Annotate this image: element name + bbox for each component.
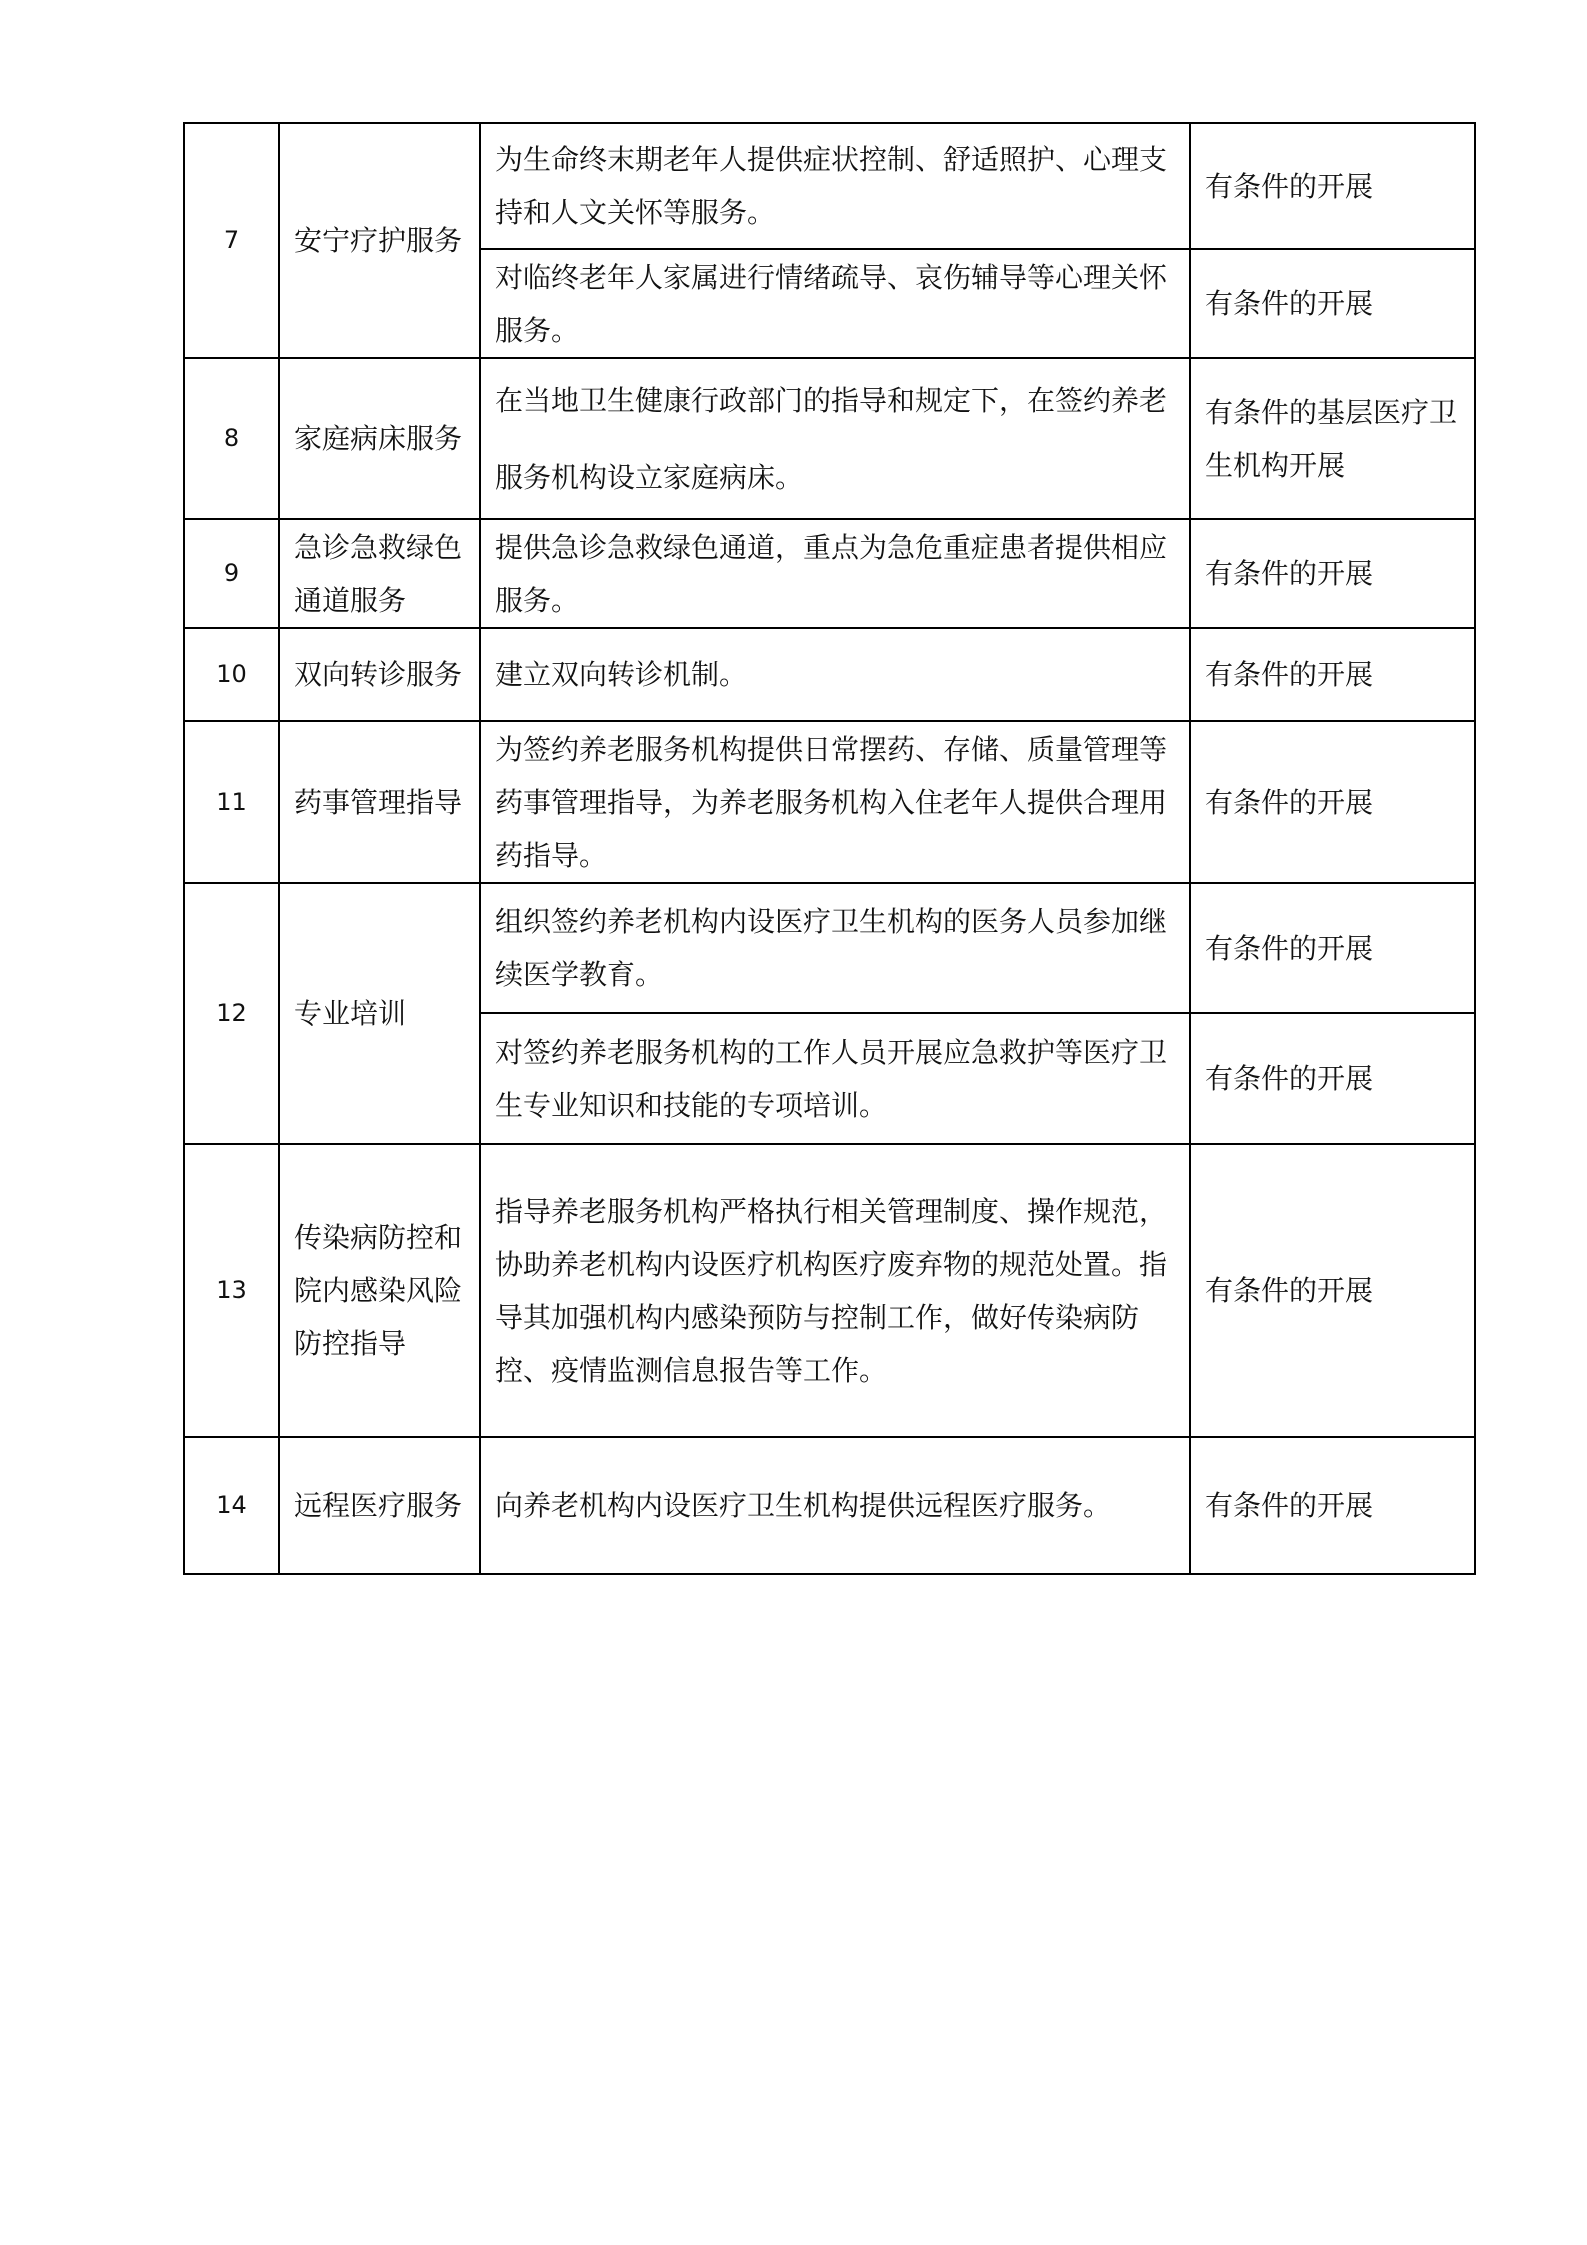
service-name: 双向转诊服务: [279, 628, 480, 721]
row-number: 8: [184, 358, 279, 519]
service-condition: 有条件的开展: [1190, 123, 1475, 249]
service-condition: 有条件的基层医疗卫生机构开展: [1190, 358, 1475, 519]
table-row: [184, 519, 1475, 628]
service-condition: 有条件的开展: [1190, 1437, 1475, 1574]
service-name: 家庭病床服务: [279, 358, 480, 519]
service-condition: 有条件的开展: [1190, 519, 1475, 628]
service-description: 在当地卫生健康行政部门的指导和规定下，在签约养老服务机构设立家庭病床。: [480, 358, 1190, 519]
service-description: 向养老机构内设医疗卫生机构提供远程医疗服务。: [480, 1437, 1190, 1574]
table-row: [184, 721, 1475, 883]
service-condition: 有条件的开展: [1190, 1144, 1475, 1437]
table-row: [184, 883, 1475, 1013]
service-description: 指导养老服务机构严格执行相关管理制度、操作规范，协助养老机构内设医疗机构医疗废弃物的规范处置。指导其加强机构内感染预防与控制工作，做好传染病防控、疫情监测信息报告等工作。: [480, 1144, 1190, 1437]
service-name: 专业培训: [279, 883, 480, 1144]
service-description: 为生命终末期老年人提供症状控制、舒适照护、心理支持和人文关怀等服务。: [480, 123, 1190, 249]
service-description: 组织签约养老机构内设医疗卫生机构的医务人员参加继续医学教育。: [480, 883, 1190, 1013]
service-name: 急诊急救绿色通道服务: [279, 519, 480, 628]
row-number: 13: [184, 1144, 279, 1437]
row-number: 7: [184, 123, 279, 358]
service-name: 药事管理指导: [279, 721, 480, 883]
table-row: [184, 358, 1475, 519]
service-condition: 有条件的开展: [1190, 721, 1475, 883]
row-number: 14: [184, 1437, 279, 1574]
service-name: 传染病防控和院内感染风险防控指导: [279, 1144, 480, 1437]
service-condition: 有条件的开展: [1190, 628, 1475, 721]
service-condition: 有条件的开展: [1190, 1013, 1475, 1144]
service-description: 提供急诊急救绿色通道，重点为急危重症患者提供相应服务。: [480, 519, 1190, 628]
table-row: [184, 628, 1475, 721]
service-description: 对签约养老服务机构的工作人员开展应急救护等医疗卫生专业知识和技能的专项培训。: [480, 1013, 1190, 1144]
row-number: 11: [184, 721, 279, 883]
row-number: 10: [184, 628, 279, 721]
table-row: [184, 1144, 1475, 1437]
service-description: 对临终老年人家属进行情绪疏导、哀伤辅导等心理关怀服务。: [480, 249, 1190, 358]
service-table: [183, 122, 1476, 1575]
service-description: 建立双向转诊机制。: [480, 628, 1190, 721]
service-name: 远程医疗服务: [279, 1437, 480, 1574]
service-name: 安宁疗护服务: [279, 123, 480, 358]
row-number: 9: [184, 519, 279, 628]
table-row: [184, 1437, 1475, 1574]
row-number: 12: [184, 883, 279, 1144]
service-condition: 有条件的开展: [1190, 249, 1475, 358]
service-condition: 有条件的开展: [1190, 883, 1475, 1013]
table-row: [184, 123, 1475, 249]
service-description: 为签约养老服务机构提供日常摆药、存储、质量管理等药事管理指导，为养老服务机构入住老年人提供合理用药指导。: [480, 721, 1190, 883]
